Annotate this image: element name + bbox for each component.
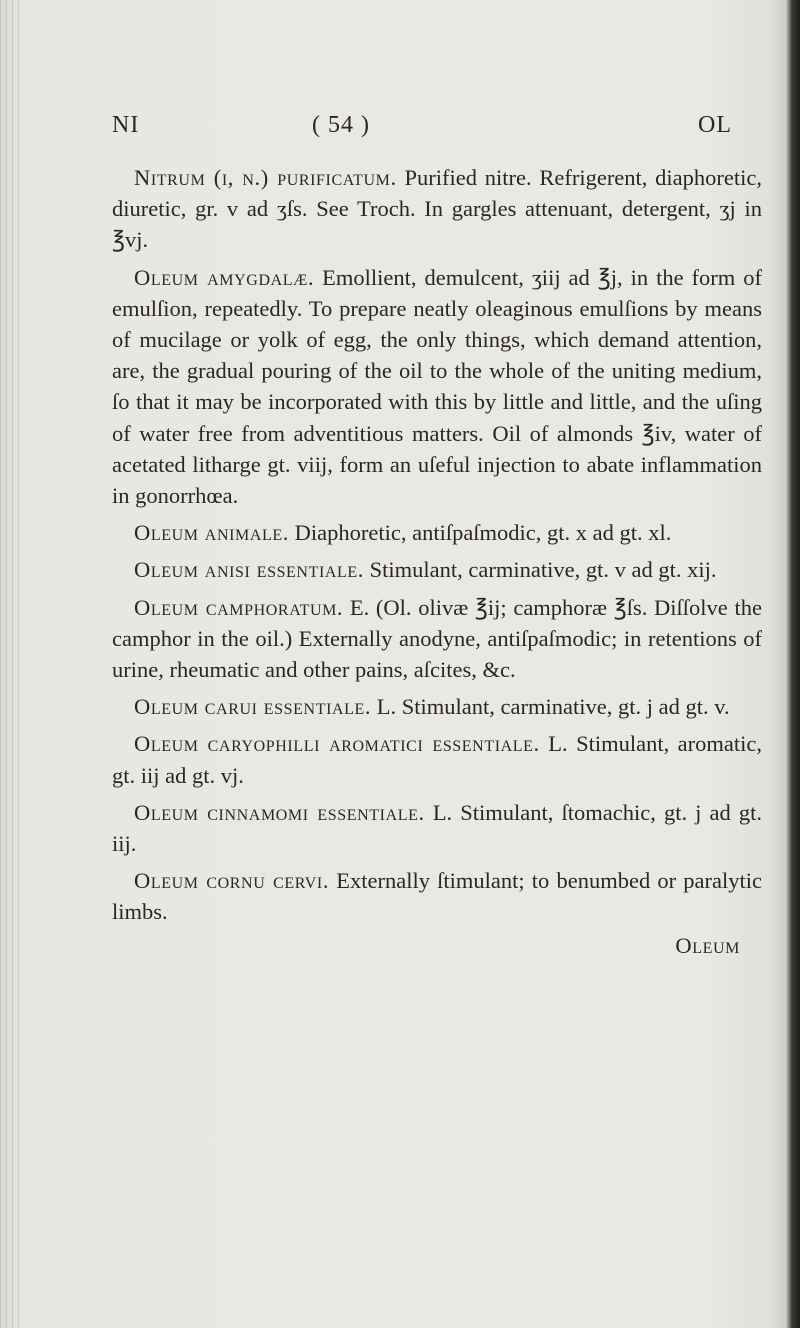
entry-oleum-cinnamomi [112, 797, 762, 859]
entry-text: L. Stimulant, carminative, gt. j ad gt. v. [376, 694, 730, 720]
entry-text: Stimulant, carminative, gt. v ad gt. xij. [369, 557, 717, 583]
page-number: ( 54 ) [312, 112, 370, 138]
entry-oleum-carui [112, 691, 762, 722]
entry-heading: Oleum anisi essentiale. [134, 557, 365, 583]
entry-oleum-cornu-cervi [112, 865, 762, 927]
entry-heading: Oleum amygdalæ. [134, 264, 315, 290]
entry-heading: Oleum cinnamomi essentiale. [134, 799, 425, 825]
entry-text: L. Stimulant, ſtomachic, gt. j ad gt. iij. [112, 799, 762, 857]
page-gutter [0, 0, 24, 1328]
running-header [112, 112, 732, 152]
entry-text: Diaphoretic, antiſpaſmodic, gt. x ad gt. xl. [294, 520, 672, 546]
entry-text: E. (Ol. olivæ ℥ij; camphoræ ℥ſs. Diſſolve the camphor in the oil.) Externally anodyne, antiſpaſmodic; in retentions of urine, rheumatic and other pains, aſcites, &c. [112, 594, 762, 683]
entry-text: Emollient, demulcent, ʒiij ad ℥j, in the form of emulſion, repeatedly. To prepare neatly oleaginous emulſions by means of mucilage or yolk of egg, the only things, which demand attention, are, the gradual pouring of the oil to the whole of the uniting medium, ſo that it may be incorporated with this by little and little, and the uſing of water free from adventitious matters. Oil of almonds ℥iv, water of acetated litharge gt. viij, form an uſeful injection to abate inflammation in gonorrhœa. [112, 264, 763, 509]
entry-nitrum [112, 162, 762, 256]
entry-heading: Oleum animale. [134, 520, 289, 546]
entry-heading: Oleum caryophilli aromatici essentiale. [134, 731, 540, 757]
entry-oleum-caryophilli [112, 728, 762, 790]
entry-heading: Oleum camphoratum. [134, 594, 344, 620]
entry-oleum-amygdalae [112, 262, 762, 512]
entry-text: Externally ſtimulant; to benumbed or paralytic limbs. [112, 868, 762, 925]
entry-text: Purified nitre. Refrigerent, diaphoretic, diuretic, gr. v ad ʒſs. See Troch. In gargles attenuant, detergent, ʒj in ℥vj. [112, 165, 763, 253]
page-body [112, 162, 762, 961]
header-left-guide: NI [112, 112, 140, 138]
entry-oleum-anisi [112, 554, 762, 585]
entry-heading: Nitrum (i, n.) purificatum. [134, 165, 397, 190]
entry-heading: Oleum cornu cervi. [134, 868, 330, 894]
entry-oleum-camphoratum [112, 592, 762, 686]
entry-heading: Oleum carui essentiale. [134, 694, 372, 720]
header-right-guide: OL [698, 112, 732, 138]
catchword: Oleum [675, 932, 740, 958]
entry-oleum-animale [112, 517, 762, 548]
entry-text: L. Stimulant, aromatic, gt. iij ad gt. vj. [112, 731, 762, 788]
